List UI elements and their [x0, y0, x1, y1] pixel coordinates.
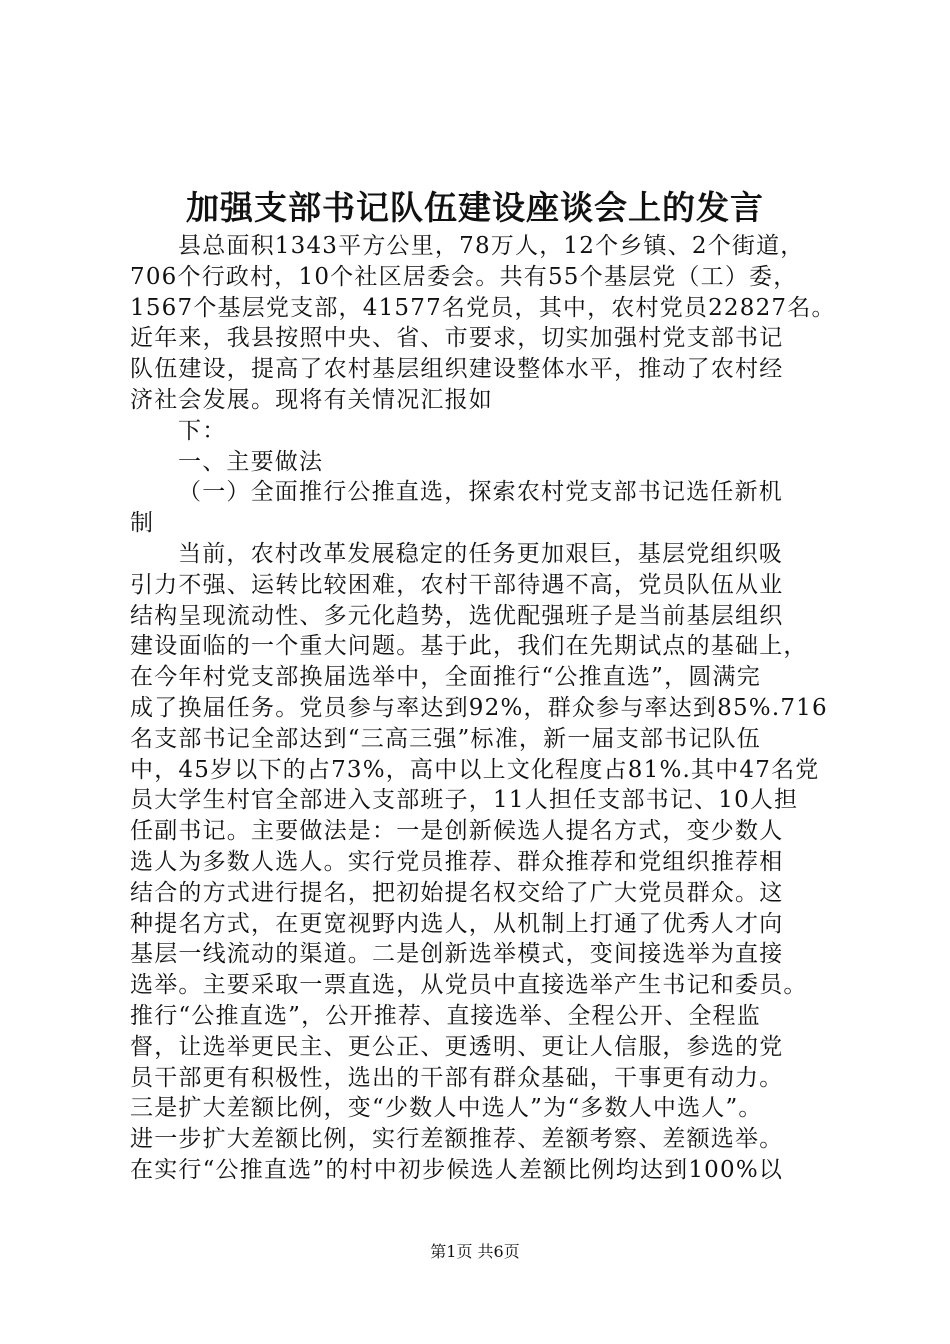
body-line: 建设面临的一个重大问题。基于此，我们在先期试点的基础上，: [130, 633, 808, 660]
body-line: 进一步扩大差额比例，实行差额推荐、差额考察、差额选举。: [130, 1126, 784, 1153]
page-number-footer: 第1页 共6页: [430, 1242, 520, 1261]
section-heading: 一、主要做法: [178, 448, 324, 475]
subsection-heading: （一）全面推行公推直选，探索农村党支部书记选任新机: [178, 479, 783, 506]
body-line: 队伍建设，提高了农村基层组织建设整体水平，推动了农村经: [130, 356, 784, 383]
body-line: 近年来，我县按照中央、省、市要求，切实加强村党支部书记: [130, 325, 784, 352]
subsection-heading-continued: 制: [130, 510, 155, 537]
body-line: 中，45岁以下的占73%，高中以上文化程度占81%.其中47名党: [130, 756, 820, 783]
body-line: 1567个基层党支部，41577名党员，其中，农村党员22827名。: [130, 294, 836, 321]
body-line: 基层一线流动的渠道。二是创新选举模式，变间接选举为直接: [130, 941, 784, 968]
body-line: 员大学生村官全部进入支部班子，11人担任支部书记、10人担: [130, 787, 799, 814]
body-line: 706个行政村，10个社区居委会。共有55个基层党（工）委，: [130, 263, 798, 290]
body-line: 选举。主要采取一票直选，从党员中直接选举产生书记和委员。: [130, 972, 808, 999]
body-line: 种提名方式，在更宽视野内选人，从机制上打通了优秀人才向: [130, 910, 784, 937]
body-line: 引力不强、运转比较困难，农村干部待遇不高，党员队伍从业: [130, 571, 784, 598]
body-line: 结构呈现流动性、多元化趋势，选优配强班子是当前基层组织: [130, 602, 784, 629]
body-line: 成了换届任务。党员参与率达到92%，群众参与率达到85%.716: [130, 694, 828, 721]
body-line: 选人为多数人选人。实行党员推荐、群众推荐和党组织推荐相: [130, 848, 784, 875]
document-body: [130, 231, 840, 1186]
body-line: 当前，农村改革发展稳定的任务更加艰巨，基层党组织吸: [178, 540, 783, 567]
body-line: 员干部更有积极性，选出的干部有群众基础，干事更有动力。: [130, 1064, 784, 1091]
body-line: 县总面积1343平方公里，78万人，12个乡镇、2个街道，: [178, 233, 805, 259]
body-line: 结合的方式进行提名，把初始提名权交给了广大党员群众。这: [130, 879, 784, 906]
body-line: 在今年村党支部换届选举中，全面推行“公推直选”，圆满完: [130, 664, 761, 691]
body-line: 济社会发展。现将有关情况汇报如: [130, 386, 493, 413]
body-line: 在实行“公推直选”的村中初步候选人差额比例均达到100%以: [130, 1156, 784, 1183]
body-line: 下：: [178, 417, 227, 444]
document-title: 加强支部书记队伍建设座谈会上的发言: [186, 188, 764, 227]
body-line: 推行“公推直选”，公开推荐、直接选举、全程公开、全程监: [130, 1002, 761, 1029]
body-line: 督，让选举更民主、更公正、更透明、更让人信服，参选的党: [130, 1033, 784, 1060]
body-line: 名支部书记全部达到“三高三强”标准，新一届支部书记队伍: [130, 725, 761, 752]
body-line: 三是扩大差额比例，变“少数人中选人”为“多数人中选人”。: [130, 1095, 763, 1122]
body-line: 任副书记。主要做法是：一是创新候选人提名方式，变少数人: [130, 818, 784, 845]
